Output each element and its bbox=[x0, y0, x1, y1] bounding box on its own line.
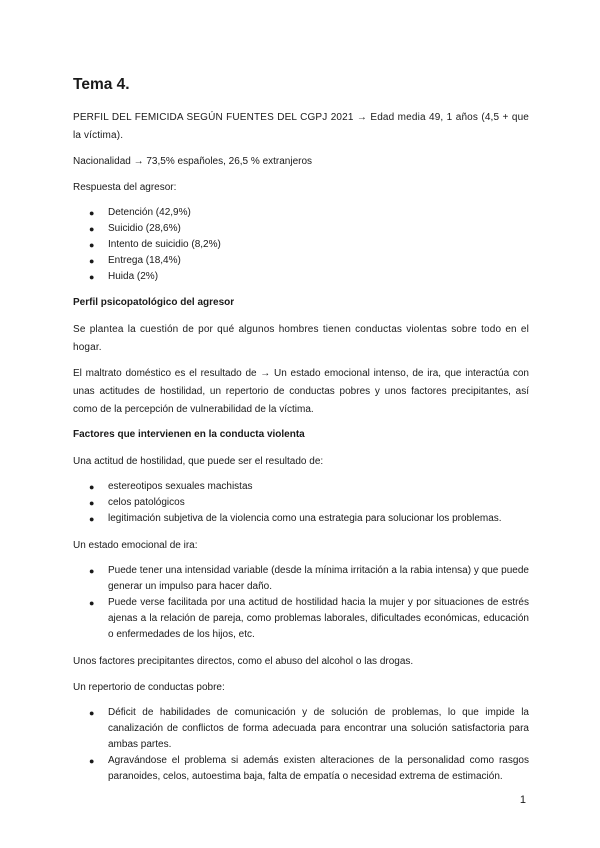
page-number: 1 bbox=[519, 794, 526, 806]
response-list bbox=[73, 205, 529, 285]
hostility-label: Una actitud de hostilidad, que puede ser el resultado de: bbox=[73, 456, 324, 467]
list-item-text: Puede verse facilitada por una actitud de hostilidad hacia la mujer y por situaciones de estrés ajenas a la relación de pareja, como problemas laborales, dificultades económicas, educación o enfermedades de los hijos, etc. bbox=[108, 597, 529, 640]
list-item-text: Déficit de habilidades de comunicación y de solución de problemas, lo que impide la canalización de conflictos de forma adecuada para encontrar una solución satisfactoria para ambas partes. bbox=[108, 707, 529, 750]
list-item bbox=[73, 237, 529, 253]
list-item-text: Detención (42,9%) bbox=[108, 207, 191, 218]
list-item bbox=[73, 705, 529, 753]
bullet-icon: ● bbox=[89, 514, 95, 524]
section-heading-profile: Perfil psicopatológico del agresor bbox=[73, 297, 235, 308]
document-page bbox=[73, 75, 529, 795]
page-title: Tema 4. bbox=[73, 76, 130, 93]
list-item bbox=[73, 253, 529, 269]
repertoire-list bbox=[73, 705, 529, 785]
profile-paragraph-2: El maltrato doméstico es el resultado de → Un estado emocional intenso, de ira, que interactúa con unas actitudes de hostilidad, un repertorio de conductas pobres y unos factores precipitantes, así como de la percepción de vulnerabilidad de la víctima. bbox=[73, 368, 529, 415]
femicide-profile-paragraph: PERFIL DEL FEMICIDA SEGÚN FUENTES DEL CGPJ 2021 → Edad media 49, 1 años (4,5 + que la víctima). bbox=[73, 112, 529, 141]
nationality-paragraph: Nacionalidad → 73,5% españoles, 26,5 % extranjeros bbox=[73, 156, 313, 167]
list-item bbox=[73, 269, 529, 285]
list-item-text: Puede tener una intensidad variable (desde la mínima irritación a la rabia intensa) y que puede generar un impulso para hacer daño. bbox=[108, 565, 529, 592]
list-item-text: legitimación subjetiva de la violencia como una estrategia para solucionar los problemas. bbox=[108, 513, 502, 524]
list-item bbox=[73, 511, 529, 527]
bullet-icon: ● bbox=[89, 482, 95, 492]
list-item-text: Intento de suicidio (8,2%) bbox=[108, 239, 221, 250]
bullet-icon: ● bbox=[89, 256, 95, 266]
list-item bbox=[73, 495, 529, 511]
bullet-icon: ● bbox=[89, 208, 95, 218]
section-heading-factors: Factores que intervienen en la conducta violenta bbox=[73, 429, 305, 440]
hostility-list bbox=[73, 479, 529, 527]
list-item-text: celos patológicos bbox=[108, 497, 185, 508]
list-item bbox=[73, 753, 529, 785]
bullet-icon: ● bbox=[89, 272, 95, 282]
list-item-text: estereotipos sexuales machistas bbox=[108, 481, 253, 492]
bullet-icon: ● bbox=[89, 240, 95, 250]
bullet-icon: ● bbox=[89, 756, 95, 766]
anger-label: Un estado emocional de ira: bbox=[73, 540, 198, 551]
list-item bbox=[73, 221, 529, 237]
list-item-text: Entrega (18,4%) bbox=[108, 255, 181, 266]
repertoire-label: Un repertorio de conductas pobre: bbox=[73, 682, 225, 693]
list-item-text: Huida (2%) bbox=[108, 271, 159, 282]
list-item bbox=[73, 595, 529, 643]
list-item bbox=[73, 479, 529, 495]
bullet-icon: ● bbox=[89, 598, 95, 608]
list-item-text: Agravándose el problema si además existen alteraciones de la personalidad como rasgos paranoides, celos, autoestima baja, falta de empatía o necesidad extrema de estimación. bbox=[108, 755, 529, 782]
bullet-icon: ● bbox=[89, 224, 95, 234]
response-label: Respuesta del agresor: bbox=[73, 182, 177, 193]
bullet-icon: ● bbox=[89, 498, 95, 508]
precipitants-paragraph: Unos factores precipitantes directos, como el abuso del alcohol o las drogas. bbox=[73, 656, 414, 667]
list-item-text: Suicidio (28,6%) bbox=[108, 223, 181, 234]
bullet-icon: ● bbox=[89, 708, 95, 718]
list-item bbox=[73, 563, 529, 595]
anger-list bbox=[73, 563, 529, 643]
bullet-icon: ● bbox=[89, 566, 95, 576]
profile-paragraph-1: Se plantea la cuestión de por qué algunos hombres tienen conductas violentas sobre todo en el hogar. bbox=[73, 324, 529, 353]
list-item bbox=[73, 205, 529, 221]
